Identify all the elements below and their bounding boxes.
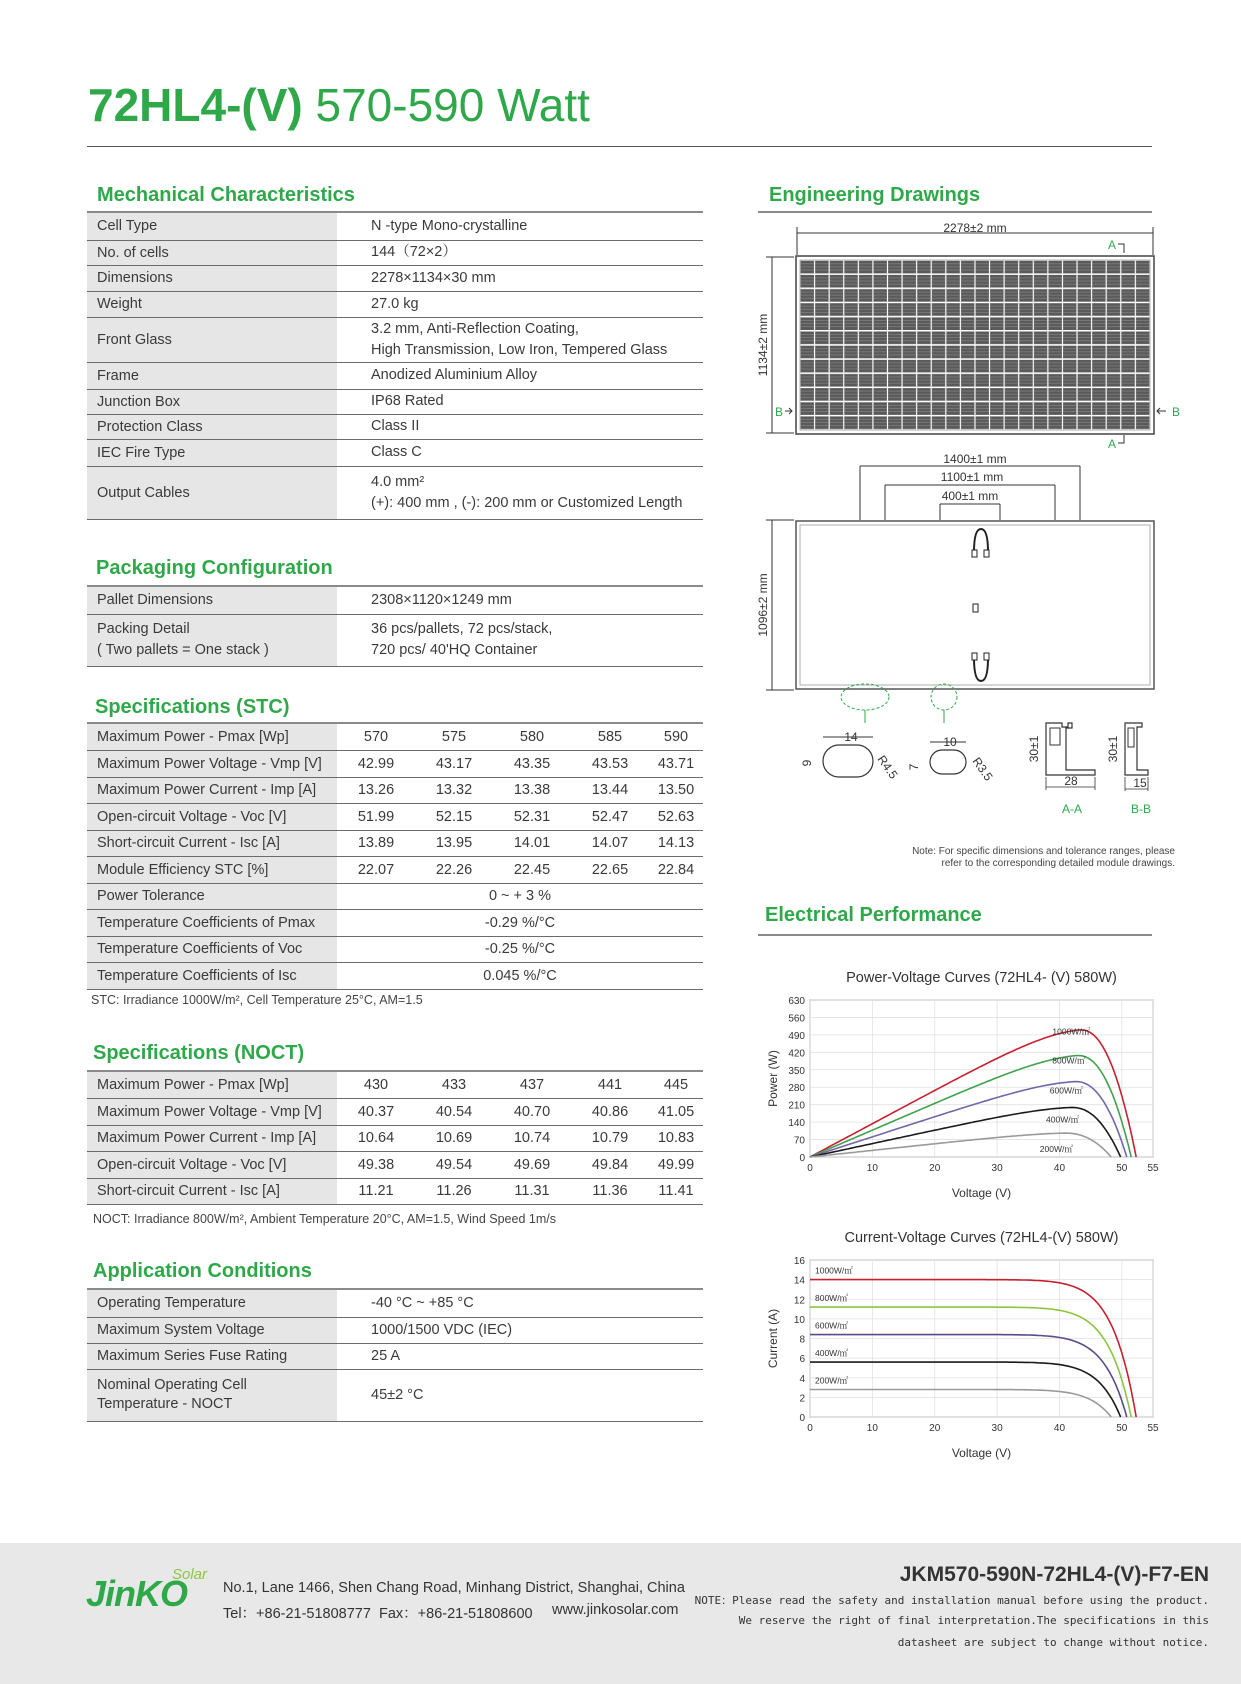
y-tick-label: 16 bbox=[793, 1256, 805, 1267]
mechanical-label: Weight bbox=[87, 291, 337, 317]
application-value: 1000/1500 VDC (IEC) bbox=[337, 1317, 703, 1343]
y-tick-label: 210 bbox=[788, 1100, 805, 1112]
mounting-hole-detail-1 bbox=[800, 730, 901, 782]
series-label: 200W/㎡ bbox=[814, 1375, 849, 1386]
stc-value: 0 ~ + 3 % bbox=[337, 883, 703, 910]
stc-label: Temperature Coefficients of Voc bbox=[87, 936, 337, 963]
packaging-table bbox=[87, 587, 703, 667]
packaging-heading: Packaging Configuration bbox=[96, 557, 333, 579]
stc-value: 590 bbox=[649, 724, 703, 751]
electrical-heading-rule bbox=[758, 934, 1152, 936]
model-name: 72HL4-(V) bbox=[88, 79, 303, 131]
footer-tel: Tel：+86-21-51808777 bbox=[223, 1606, 371, 1622]
x-tick-label: 20 bbox=[929, 1423, 941, 1434]
x-tick-label: 0 bbox=[807, 1163, 813, 1174]
hole2-width: 10 bbox=[943, 735, 957, 749]
stc-value: 52.15 bbox=[415, 804, 493, 831]
y-tick-label: 280 bbox=[788, 1083, 805, 1095]
stc-table bbox=[87, 724, 703, 990]
mechanical-label: Junction Box bbox=[87, 389, 337, 414]
stc-value: 14.01 bbox=[493, 830, 571, 857]
y-tick-label: 350 bbox=[788, 1065, 805, 1077]
y-tick-label: 490 bbox=[788, 1030, 805, 1042]
noct-value: 11.26 bbox=[415, 1178, 493, 1205]
mechanical-value-line: 2278×1134×30 mm bbox=[371, 269, 496, 286]
stc-label: Open-circuit Voltage - Voc [V] bbox=[87, 804, 337, 831]
application-label-line: Maximum System Voltage bbox=[97, 1321, 265, 1338]
width-dim: 2278±2 mm bbox=[943, 221, 1007, 235]
stc-heading: Specifications (STC) bbox=[95, 696, 290, 718]
frame-aa-label: A-A bbox=[1061, 802, 1083, 816]
application-label-line: Maximum Series Fuse Rating bbox=[97, 1347, 288, 1364]
y-tick-label: 8 bbox=[799, 1334, 805, 1346]
stc-value: 52.47 bbox=[571, 804, 649, 831]
packaging-label bbox=[87, 614, 337, 666]
mechanical-label: Dimensions bbox=[87, 265, 337, 291]
frame-bb-label: B-B bbox=[1130, 802, 1152, 816]
application-row bbox=[87, 1343, 703, 1369]
footer-website[interactable]: www.jinkosolar.com bbox=[552, 1602, 679, 1618]
noct-value: 49.99 bbox=[649, 1152, 703, 1179]
stc-value: 13.26 bbox=[337, 777, 415, 804]
mechanical-value-line: Anodized Aluminium Alloy bbox=[371, 367, 538, 383]
stc-value: 43.35 bbox=[493, 751, 571, 778]
stc-value: 22.84 bbox=[649, 857, 703, 884]
height-dim: 1134±2 mm bbox=[756, 313, 770, 377]
footer-address: No.1, Lane 1466, Shen Chang Road, Minhang District, Shanghai, China bbox=[223, 1580, 685, 1596]
y-tick-label: 4 bbox=[799, 1373, 805, 1385]
application-label bbox=[87, 1369, 337, 1421]
stc-value: 43.53 bbox=[571, 751, 649, 778]
noct-value: 430 bbox=[337, 1072, 415, 1099]
mechanical-table bbox=[87, 213, 703, 520]
noct-value: 10.74 bbox=[493, 1125, 571, 1152]
mechanical-value-line: Class C bbox=[371, 444, 422, 460]
stc-row bbox=[87, 883, 703, 910]
stc-value: 42.99 bbox=[337, 751, 415, 778]
power-voltage-chart bbox=[760, 960, 1170, 1210]
x-tick-label: 50 bbox=[1116, 1163, 1128, 1174]
noct-value: 11.21 bbox=[337, 1178, 415, 1205]
noct-value: 10.69 bbox=[415, 1125, 493, 1152]
electrical-heading: Electrical Performance bbox=[765, 904, 982, 926]
frame-section-bb bbox=[1106, 723, 1151, 816]
mechanical-value-line: 27.0 kg bbox=[371, 295, 419, 312]
noct-heading: Specifications (NOCT) bbox=[93, 1042, 305, 1064]
mechanical-value-line: 144（72×2） bbox=[371, 244, 457, 260]
footer-note-line1: NOTE：Please read the safety and installation manual before using the product. bbox=[694, 1594, 1209, 1607]
chart-title: Power-Voltage Curves (72HL4- (V) 580W) bbox=[846, 970, 1117, 986]
mechanical-row bbox=[87, 439, 703, 466]
application-label bbox=[87, 1290, 337, 1317]
stc-value: 52.31 bbox=[493, 804, 571, 831]
noct-value: 10.64 bbox=[337, 1125, 415, 1152]
stc-value: 51.99 bbox=[337, 804, 415, 831]
dim-1100: 1100±1 mm bbox=[940, 470, 1004, 484]
noct-row bbox=[87, 1125, 703, 1152]
mechanical-row bbox=[87, 414, 703, 439]
stc-value: 585 bbox=[571, 724, 649, 751]
stc-value: 52.63 bbox=[649, 804, 703, 831]
document-id: JKM570-590N-72HL4-(V)-F7-EN bbox=[899, 1563, 1209, 1586]
noct-value: 49.54 bbox=[415, 1152, 493, 1179]
x-tick-label: 30 bbox=[991, 1163, 1003, 1174]
stc-label: Maximum Power Voltage - Vmp [V] bbox=[87, 751, 337, 778]
drawings-note-line2: refer to the corresponding detailed module drawings. bbox=[941, 858, 1175, 869]
noct-value: 40.37 bbox=[337, 1099, 415, 1126]
stc-row bbox=[87, 830, 703, 857]
packaging-value-line: 36 pcs/pallets, 72 pcs/stack, bbox=[371, 621, 553, 637]
mechanical-value-line: High Transmission, Low Iron, Tempered Glass bbox=[371, 341, 668, 358]
x-axis-label: Voltage (V) bbox=[951, 1446, 1012, 1460]
mechanical-value bbox=[337, 362, 703, 389]
mechanical-row bbox=[87, 389, 703, 414]
stc-row bbox=[87, 804, 703, 831]
noct-table bbox=[87, 1072, 703, 1205]
mechanical-value bbox=[337, 240, 703, 265]
application-label bbox=[87, 1343, 337, 1369]
mechanical-heading: Mechanical Characteristics bbox=[97, 184, 355, 206]
stc-value: 13.44 bbox=[571, 777, 649, 804]
mechanical-value-line: (+): 400 mm , (-): 200 mm or Customized Length bbox=[371, 494, 683, 511]
application-label-line: Operating Temperature bbox=[97, 1294, 246, 1311]
stc-value: 22.45 bbox=[493, 857, 571, 884]
stc-row bbox=[87, 724, 703, 751]
application-row bbox=[87, 1290, 703, 1317]
mechanical-value bbox=[337, 317, 703, 362]
hole2-height: 7 bbox=[907, 763, 921, 771]
y-tick-label: 10 bbox=[793, 1314, 805, 1326]
y-tick-label: 6 bbox=[799, 1354, 805, 1366]
stc-row bbox=[87, 751, 703, 778]
y-tick-label: 560 bbox=[788, 1013, 805, 1025]
noct-label: Short-circuit Current - Isc [A] bbox=[87, 1178, 337, 1205]
y-tick-label: 12 bbox=[793, 1295, 805, 1307]
hole1-radius: R4.5 bbox=[874, 752, 901, 782]
series-label: 600W/㎡ bbox=[1049, 1085, 1083, 1096]
section-b-right: B bbox=[1172, 405, 1181, 419]
y-tick-label: 630 bbox=[788, 996, 805, 1007]
packaging-value-line: 2308×1120×1249 mm bbox=[371, 591, 512, 608]
page-title bbox=[88, 78, 590, 132]
series-label: 400W/㎡ bbox=[1046, 1114, 1080, 1125]
hole1-height: 9 bbox=[800, 759, 814, 767]
noct-value: 49.69 bbox=[493, 1152, 571, 1179]
front-view bbox=[756, 221, 1180, 451]
stc-value: 13.89 bbox=[337, 830, 415, 857]
packaging-value-line: 720 pcs/ 40'HQ Container bbox=[371, 642, 538, 658]
stc-value: 570 bbox=[337, 724, 415, 751]
x-axis-label: Voltage (V) bbox=[951, 1186, 1012, 1200]
mechanical-value bbox=[337, 213, 703, 240]
stc-label: Maximum Power - Pmax [Wp] bbox=[87, 724, 337, 751]
application-label-line: Nominal Operating Cell bbox=[97, 1377, 247, 1393]
packaging-row bbox=[87, 587, 703, 614]
packaging-label-line: Pallet Dimensions bbox=[97, 591, 214, 608]
current-voltage-chart bbox=[760, 1220, 1170, 1470]
stc-note: STC: Irradiance 1000W/m², Cell Temperature 25°C, AM=1.5 bbox=[91, 993, 423, 1007]
noct-value: 49.38 bbox=[337, 1152, 415, 1179]
noct-value: 40.86 bbox=[571, 1099, 649, 1126]
mechanical-row bbox=[87, 362, 703, 389]
mechanical-value-line: IP68 Rated bbox=[371, 393, 444, 409]
drawings-note-line1: Note: For specific dimensions and tolerance ranges, please bbox=[912, 846, 1175, 857]
application-row bbox=[87, 1317, 703, 1343]
frame-aa-width: 28 bbox=[1064, 774, 1078, 788]
stc-value: 14.13 bbox=[649, 830, 703, 857]
packaging-label-line: Packing Detail bbox=[97, 621, 190, 637]
frame-bb-width: 15 bbox=[1133, 776, 1147, 790]
mechanical-value-line: 3.2 mm, Anti-Reflection Coating, bbox=[371, 320, 579, 337]
stc-label: Module Efficiency STC [%] bbox=[87, 857, 337, 884]
mechanical-value bbox=[337, 414, 703, 439]
noct-value: 10.79 bbox=[571, 1125, 649, 1152]
application-label bbox=[87, 1317, 337, 1343]
series-label: 800W/㎡ bbox=[814, 1293, 849, 1304]
series-label: 800W/㎡ bbox=[1052, 1055, 1086, 1066]
stc-label: Temperature Coefficients of Isc bbox=[87, 963, 337, 990]
mechanical-label: Output Cables bbox=[87, 466, 337, 519]
noct-value: 40.54 bbox=[415, 1099, 493, 1126]
stc-value: 575 bbox=[415, 724, 493, 751]
stc-row bbox=[87, 910, 703, 937]
noct-row bbox=[87, 1178, 703, 1205]
drawings-heading-rule bbox=[758, 211, 1152, 213]
footer-fax: Fax：+86-21-51808600 bbox=[379, 1606, 533, 1622]
stc-label: Power Tolerance bbox=[87, 883, 337, 910]
mechanical-value bbox=[337, 466, 703, 519]
engineering-drawings bbox=[750, 215, 1190, 857]
x-tick-label: 30 bbox=[991, 1423, 1003, 1434]
mechanical-label: IEC Fire Type bbox=[87, 439, 337, 466]
footer-note-line2: We reserve the right of final interpretation.The specifications in this bbox=[738, 1614, 1209, 1627]
noct-value: 10.83 bbox=[649, 1125, 703, 1152]
stc-label: Maximum Power Current - Imp [A] bbox=[87, 777, 337, 804]
mechanical-label: Protection Class bbox=[87, 414, 337, 439]
x-tick-label: 20 bbox=[929, 1163, 941, 1174]
mechanical-label: No. of cells bbox=[87, 240, 337, 265]
series-label: 400W/㎡ bbox=[814, 1348, 849, 1359]
stc-row bbox=[87, 777, 703, 804]
application-value: 25 A bbox=[337, 1343, 703, 1369]
stc-label: Short-circuit Current - Isc [A] bbox=[87, 830, 337, 857]
section-a-bottom: A bbox=[1108, 437, 1117, 451]
mechanical-row bbox=[87, 265, 703, 291]
x-tick-label: 0 bbox=[807, 1423, 813, 1434]
mechanical-value-line: Class II bbox=[371, 418, 420, 434]
stc-value: 14.07 bbox=[571, 830, 649, 857]
stc-value: 13.32 bbox=[415, 777, 493, 804]
stc-value: 580 bbox=[493, 724, 571, 751]
mechanical-row bbox=[87, 240, 703, 265]
x-tick-label: 40 bbox=[1053, 1423, 1066, 1434]
application-label-line: Temperature - NOCT bbox=[97, 1396, 233, 1412]
stc-value: 13.50 bbox=[649, 777, 703, 804]
noct-value: 445 bbox=[649, 1072, 703, 1099]
y-tick-label: 0 bbox=[799, 1153, 805, 1164]
mechanical-label: Front Glass bbox=[87, 317, 337, 362]
y-tick-label: 140 bbox=[788, 1118, 805, 1130]
power-range: 570-590 Watt bbox=[315, 79, 590, 131]
noct-value: 437 bbox=[493, 1072, 571, 1099]
stc-value: 0.045 %/°C bbox=[337, 963, 703, 990]
mechanical-row bbox=[87, 466, 703, 519]
mechanical-row bbox=[87, 291, 703, 317]
y-tick-label: 420 bbox=[788, 1048, 805, 1060]
packaging-row bbox=[87, 614, 703, 666]
y-tick-label: 0 bbox=[799, 1413, 805, 1424]
hole1-width: 14 bbox=[844, 730, 858, 744]
stc-value: 22.26 bbox=[415, 857, 493, 884]
series-label: 600W/㎡ bbox=[814, 1320, 849, 1331]
noct-value: 11.41 bbox=[649, 1178, 703, 1205]
noct-value: 433 bbox=[415, 1072, 493, 1099]
mechanical-value bbox=[337, 291, 703, 317]
mechanical-label: Frame bbox=[87, 362, 337, 389]
stc-value: 22.65 bbox=[571, 857, 649, 884]
application-table bbox=[87, 1290, 703, 1422]
x-tick-label: 10 bbox=[866, 1423, 878, 1434]
dim-1400: 1400±1 mm bbox=[943, 452, 1007, 466]
x-tick-label: 40 bbox=[1053, 1163, 1066, 1174]
packaging-label-line: ( Two pallets = One stack ) bbox=[97, 642, 269, 658]
frame-section-aa bbox=[1027, 723, 1095, 816]
noct-note: NOCT: Irradiance 800W/m², Ambient Temperature 20°C, AM=1.5, Wind Speed 1m/s bbox=[93, 1212, 556, 1226]
y-axis-label: Current (A) bbox=[766, 1308, 780, 1369]
x-tick-label: 55 bbox=[1147, 1423, 1159, 1434]
y-tick-label: 70 bbox=[793, 1135, 805, 1147]
mechanical-value bbox=[337, 439, 703, 466]
stc-value: 43.71 bbox=[649, 751, 703, 778]
packaging-label bbox=[87, 587, 337, 614]
noct-row bbox=[87, 1152, 703, 1179]
mechanical-value bbox=[337, 265, 703, 291]
noct-value: 11.36 bbox=[571, 1178, 649, 1205]
frame-aa-height: 30±1 bbox=[1027, 735, 1041, 763]
mechanical-row bbox=[87, 213, 703, 240]
series-label: 1000W/㎡ bbox=[1052, 1026, 1091, 1037]
noct-value: 40.70 bbox=[493, 1099, 571, 1126]
packaging-value bbox=[337, 614, 703, 666]
stc-value: -0.25 %/°C bbox=[337, 936, 703, 963]
stc-label: Temperature Coefficients of Pmax bbox=[87, 910, 337, 937]
series-label: 200W/㎡ bbox=[1039, 1143, 1073, 1154]
noct-row bbox=[87, 1099, 703, 1126]
noct-value: 441 bbox=[571, 1072, 649, 1099]
jinko-logo: JinKO bbox=[86, 1573, 188, 1614]
section-a-top: A bbox=[1108, 238, 1117, 252]
footer-note-line3: datasheet are subject to change without notice. bbox=[897, 1636, 1209, 1649]
drawings-heading: Engineering Drawings bbox=[769, 184, 981, 206]
dim-400: 400±1 mm bbox=[941, 489, 999, 503]
mechanical-value bbox=[337, 389, 703, 414]
application-value: 45±2 °C bbox=[337, 1369, 703, 1421]
mechanical-row bbox=[87, 317, 703, 362]
noct-label: Open-circuit Voltage - Voc [V] bbox=[87, 1152, 337, 1179]
y-tick-label: 14 bbox=[793, 1275, 805, 1287]
application-row bbox=[87, 1369, 703, 1421]
x-tick-label: 55 bbox=[1147, 1163, 1159, 1174]
packaging-value bbox=[337, 587, 703, 614]
chart-title: Current-Voltage Curves (72HL4-(V) 580W) bbox=[844, 1230, 1119, 1246]
y-tick-label: 2 bbox=[799, 1393, 805, 1405]
series-label: 1000W/㎡ bbox=[814, 1265, 853, 1276]
x-tick-label: 50 bbox=[1116, 1423, 1128, 1434]
stc-value: -0.29 %/°C bbox=[337, 910, 703, 937]
x-tick-label: 10 bbox=[866, 1163, 878, 1174]
back-height-dim: 1096±2 mm bbox=[756, 573, 770, 637]
stc-value: 13.38 bbox=[493, 777, 571, 804]
stc-value: 43.17 bbox=[415, 751, 493, 778]
noct-label: Maximum Power - Pmax [Wp] bbox=[87, 1072, 337, 1099]
noct-label: Maximum Power Current - Imp [A] bbox=[87, 1125, 337, 1152]
mounting-hole-detail-2 bbox=[907, 735, 996, 784]
plot-area bbox=[810, 1000, 1153, 1157]
noct-value: 11.31 bbox=[493, 1178, 571, 1205]
frame-bb-height: 30±1 bbox=[1106, 735, 1120, 763]
stc-value: 22.07 bbox=[337, 857, 415, 884]
y-axis-label: Power (W) bbox=[766, 1050, 780, 1107]
noct-row bbox=[87, 1072, 703, 1099]
mechanical-value-line: 4.0 mm² bbox=[371, 473, 425, 490]
application-heading: Application Conditions bbox=[93, 1260, 312, 1282]
hole2-radius: R3.5 bbox=[969, 754, 996, 784]
mechanical-label: Cell Type bbox=[87, 213, 337, 240]
logo-solar-text: Solar bbox=[172, 1566, 208, 1583]
noct-value: 41.05 bbox=[649, 1099, 703, 1126]
stc-row bbox=[87, 963, 703, 990]
noct-label: Maximum Power Voltage - Vmp [V] bbox=[87, 1099, 337, 1126]
title-divider bbox=[87, 146, 1152, 147]
stc-row bbox=[87, 857, 703, 884]
section-b-left: B bbox=[775, 405, 784, 419]
application-value: -40 °C ~ +85 °C bbox=[337, 1290, 703, 1317]
back-view bbox=[756, 452, 1154, 723]
mechanical-value-line: N -type Mono-crystalline bbox=[371, 217, 528, 234]
stc-value: 13.95 bbox=[415, 830, 493, 857]
noct-value: 49.84 bbox=[571, 1152, 649, 1179]
stc-row bbox=[87, 936, 703, 963]
